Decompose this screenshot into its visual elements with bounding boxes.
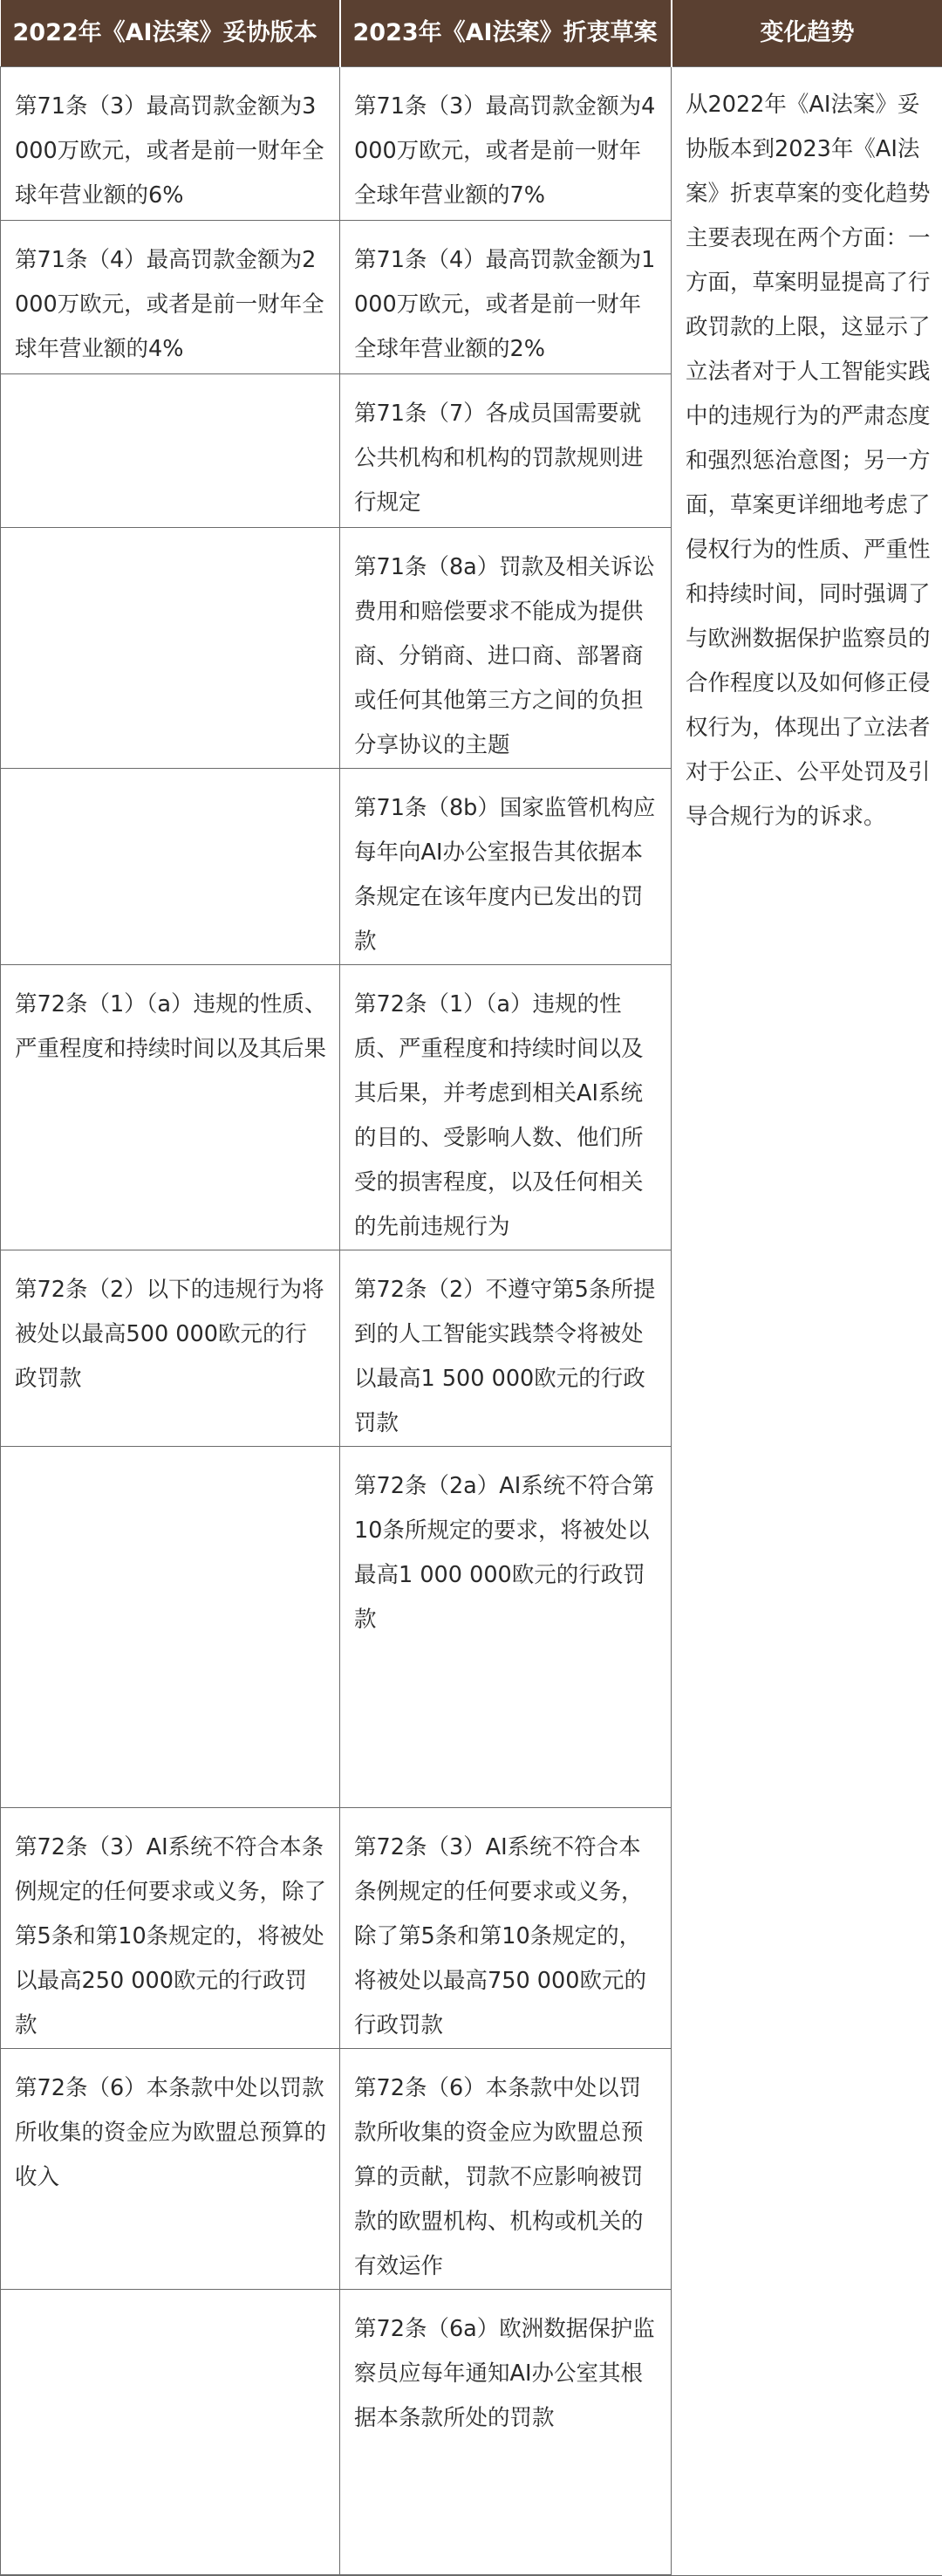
table-header [1, 0, 942, 66]
cell-2022: 第71条（3）最高罚款金额为3000万欧元，或者是前一财年全球年营业额的6% [1, 66, 340, 220]
cell-2022 [1, 2289, 340, 2575]
cell-2022 [1, 768, 340, 964]
header-2023-draft: 2023年《AI法案》折衷草案 [340, 0, 672, 66]
trend-summary: 从2022年《AI法案》妥协版本到2023年《AI法案》折衷草案的变化趋势主要表现在两个方面：一方面，草案明显提高了行政罚款的上限，这显示了立法者对于人工智能实践中的违规行为的严肃态度和强烈惩治意图；另一方面，草案更详细地考虑了侵权行为的性质、严重性和持续时间，同时强调了与欧洲数据保护监察员的合作程度以及如何修正侵权行为，体现出了立法者对于公正、公平处罚及引导合规行为的诉求。 [672, 66, 942, 2575]
cell-2023: 第72条（6）本条款中处以罚款所收集的资金应为欧盟总预算的贡献，罚款不应影响被罚款的欧盟机构、机构或机关的有效运作 [340, 2048, 672, 2289]
header-change-trend: 变化趋势 [672, 0, 942, 66]
table-row [1, 66, 942, 220]
cell-2023: 第72条（3）AI系统不符合本条例规定的任何要求或义务，除了第5条和第10条规定的，将被处以最高750 000欧元的行政罚款 [340, 1807, 672, 2048]
cell-2022: 第72条（2）以下的违规行为将被处以最高500 000欧元的行政罚款 [1, 1250, 340, 1446]
cell-2023: 第72条（6a）欧洲数据保护监察员应每年通知AI办公室其根据本条款所处的罚款 [340, 2289, 672, 2575]
cell-2023: 第71条（7）各成员国需要就公共机构和机构的罚款规则进行规定 [340, 373, 672, 527]
cell-2023: 第72条（2a）AI系统不符合第10条所规定的要求，将被处以最高1 000 000欧元的行政罚款 [340, 1446, 672, 1807]
header-2022-version: 2022年《AI法案》妥协版本 [1, 0, 340, 66]
cell-2023: 第72条（1）（a）违规的性质、严重程度和持续时间以及其后果，并考虑到相关AI系统的目的、受影响人数、他们所受的损害程度，以及任何相关的先前违规行为 [340, 964, 672, 1250]
cell-2023: 第72条（2）不遵守第5条所提到的人工智能实践禁令将被处以最高1 500 000欧元的行政罚款 [340, 1250, 672, 1446]
cell-2022: 第72条（3）AI系统不符合本条例规定的任何要求或义务，除了第5条和第10条规定的，将被处以最高250 000欧元的行政罚款 [1, 1807, 340, 2048]
cell-2022 [1, 527, 340, 768]
cell-2022: 第72条（1）（a）违规的性质、严重程度和持续时间以及其后果 [1, 964, 340, 1250]
cell-2023: 第71条（8b）国家监管机构应每年向AI办公室报告其依据本条规定在该年度内已发出的罚款 [340, 768, 672, 964]
cell-2022: 第71条（4）最高罚款金额为2000万欧元，或者是前一财年全球年营业额的4% [1, 220, 340, 373]
cell-2022 [1, 1446, 340, 1807]
cell-2022 [1, 373, 340, 527]
cell-2023: 第71条（3）最高罚款金额为4000万欧元，或者是前一财年全球年营业额的7% [340, 66, 672, 220]
cell-2023: 第71条（4）最高罚款金额为1000万欧元，或者是前一财年全球年营业额的2% [340, 220, 672, 373]
cell-2022: 第72条（6）本条款中处以罚款所收集的资金应为欧盟总预算的收入 [1, 2048, 340, 2289]
cell-2023: 第71条（8a）罚款及相关诉讼费用和赔偿要求不能成为提供商、分销商、进口商、部署商或任何其他第三方之间的负担分享协议的主题 [340, 527, 672, 768]
